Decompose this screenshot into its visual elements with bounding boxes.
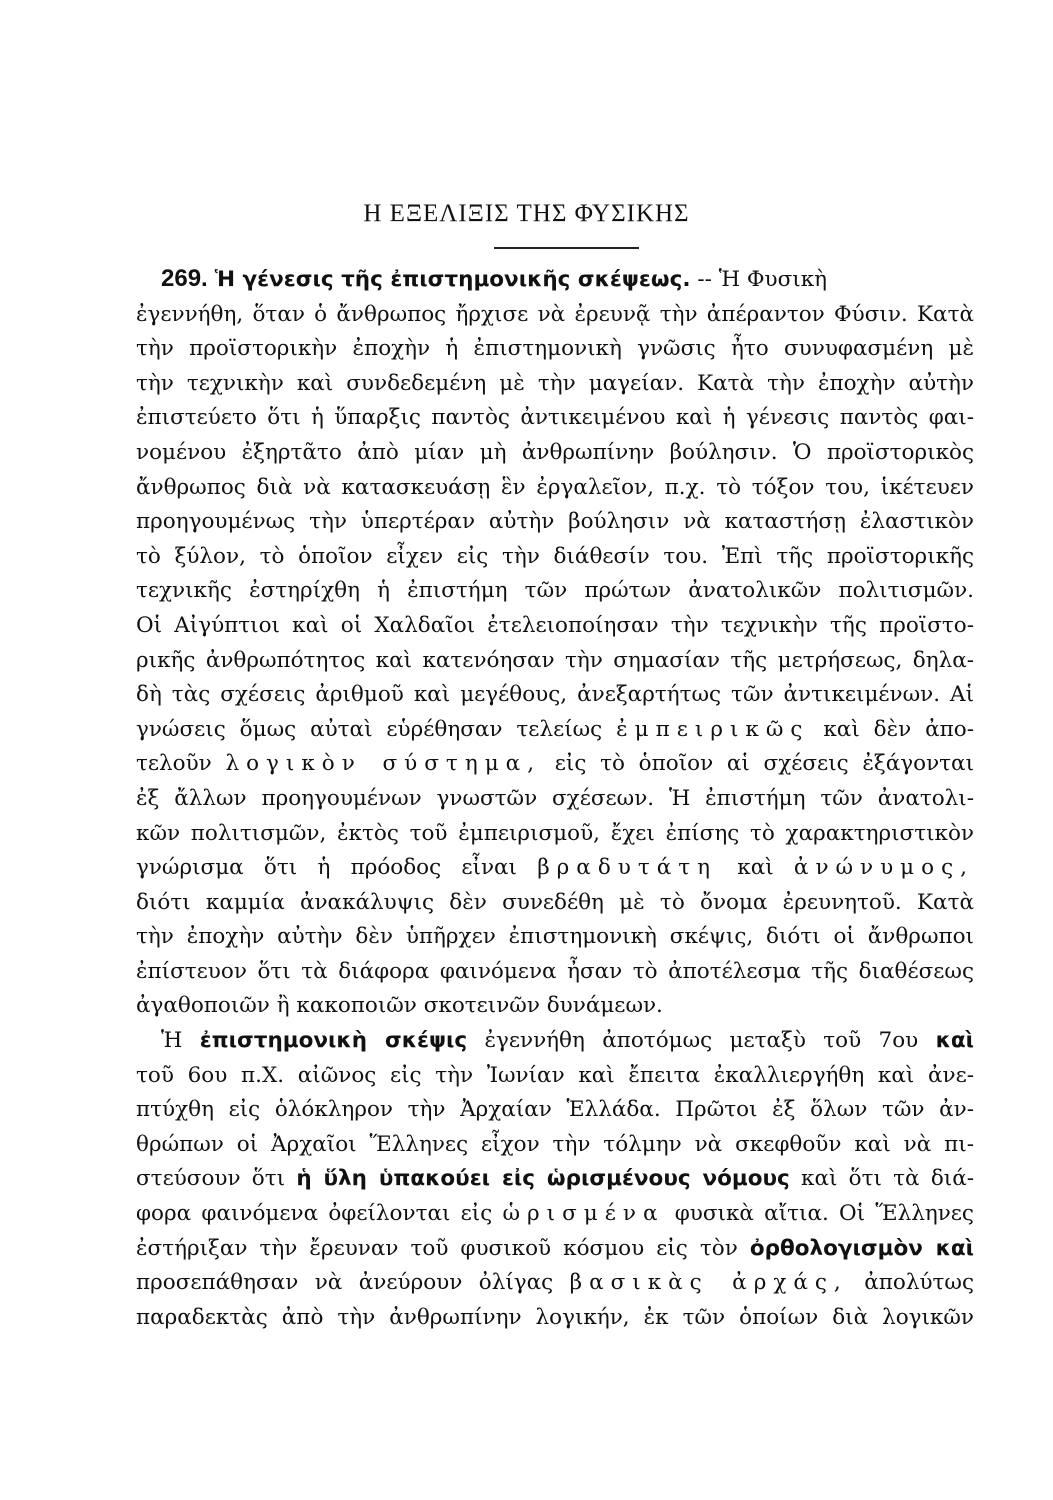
text-run: καὶ xyxy=(737,855,774,881)
text-run: καὶ ὅτι τὰ διά- xyxy=(801,1166,974,1192)
spaced-emphasis: λογικὸν σύστημα, xyxy=(225,751,542,777)
spaced-emphasis: ἐμπειρικῶς xyxy=(616,716,810,742)
bold-emphasis: καὶ xyxy=(935,1028,975,1054)
text-line xyxy=(136,1232,974,1267)
spaced-emphasis: ὡρισμένα xyxy=(502,1201,665,1227)
bold-emphasis: ὀρθολογισμὸν καὶ xyxy=(749,1235,974,1261)
text-line xyxy=(136,1266,974,1301)
text-run: γνώσεις ὅμως αὐταὶ εὑρέθησαν τελείως xyxy=(136,716,603,742)
text-line xyxy=(136,747,974,782)
paragraph-first-line xyxy=(136,1024,974,1059)
spaced-emphasis: βασικὰς ἀρχάς, xyxy=(569,1270,848,1296)
text-line xyxy=(136,1162,974,1197)
text-run: καὶ δὲν ἀπο- xyxy=(823,716,974,742)
text-line: τὴν τεχνικὴν καὶ συνδεδεμένη μὲ τὴν μαγείαν. Κατὰ τὴν ἐποχὴν αὐτὴν xyxy=(136,370,974,396)
section-heading: Ἡ γένεσις τῆς ἐπιστημονικῆς σκέψεως. xyxy=(214,267,691,292)
text-line: ἐγεννήθη, ὅταν ὁ ἄνθρωπος ἤρχισε νὰ ἐρευνᾷ τὴν ἀπέραντον Φύσιν. Κατὰ xyxy=(136,301,974,327)
text-run: φυσικὰ αἴτια. Οἱ Ἕλληνες xyxy=(674,1201,974,1227)
spaced-emphasis: βραδυτάτη xyxy=(537,855,718,881)
text-line: ρικῆς ἀνθρωπότητος καὶ κατενόησαν τὴν σημασίαν τῆς μετρήσεως, δηλα- xyxy=(136,647,974,673)
bold-emphasis: ἡ ὕλη ὑπακούει εἰς ὡρισμένους νόμους xyxy=(296,1166,790,1192)
text-run: τελοῦν xyxy=(136,751,212,777)
text-run: ἐστήριξαν τὴν ἔρευναν τοῦ φυσικοῦ κόσμου εἰς τὸν xyxy=(136,1235,738,1261)
text-line: θρώπων οἱ Ἀρχαῖοι Ἕλληνες εἶχον τὴν τόλμην νὰ σκεφθοῦν καὶ νὰ πι- xyxy=(136,1131,974,1157)
bold-emphasis: ἐπιστημονικὴ σκέψις xyxy=(199,1028,468,1054)
section-number: 269. xyxy=(161,265,208,292)
text-line: δὴ τὰς σχέσεις ἀριθμοῦ καὶ μεγέθους, ἀνεξαρτήτως τῶν ἀντικειμένων. Αἱ xyxy=(136,682,974,708)
running-head: Η ΕΞΕΛΙΞΙΣ ΤΗΣ ΦΥΣΙΚΗΣ xyxy=(363,200,690,227)
text-run: φορα φαινόμενα ὀφείλονται εἰς xyxy=(136,1201,493,1227)
text-line xyxy=(136,713,974,748)
text-line: Οἱ Αἰγύπτιοι καὶ οἱ Χαλδαῖοι ἐτελειοποίησαν τὴν τεχνικὴν τῆς προϊστο- xyxy=(136,612,974,638)
text-line: διότι καμμία ἀνακάλυψις δὲν συνεδέθη μὲ τὸ ὄνομα ἐρευνητοῦ. Κατὰ xyxy=(136,889,974,915)
heading-dash: -- xyxy=(697,267,712,292)
text-line: νομένου ἐξηρτᾶτο ἀπὸ μίαν μὴ ἀνθρωπίνην βούλησιν. Ὁ προϊστορικὸς xyxy=(136,439,974,465)
text-line xyxy=(136,1197,974,1232)
text-line: ἐπίστευον ὅτι τὰ διάφορα φαινόμενα ἦσαν τὸ ἀποτέλεσμα τῆς διαθέσεως xyxy=(136,958,974,984)
text-line: τὴν ἐποχὴν αὐτὴν δὲν ὑπῆρχεν ἐπιστημονικὴ σκέψις, διότι οἱ ἄνθρωποι xyxy=(136,924,974,950)
text-line: τὸ ξύλον, τὸ ὁποῖον εἶχεν εἰς τὴν διάθεσίν του. Ἐπὶ τῆς προϊστορικῆς xyxy=(136,543,974,569)
body-text xyxy=(136,262,974,1335)
text-line: πτύχθη εἰς ὁλόκληρον τὴν Ἀρχαίαν Ἑλλάδα. Πρῶτοι ἐξ ὅλων τῶν ἀν- xyxy=(136,1097,974,1123)
text-line xyxy=(136,851,974,886)
text-run: προσεπάθησαν νὰ ἀνεύρουν ὀλίγας xyxy=(136,1270,554,1296)
text-line: τεχνικῆς ἐστηρίχθη ἡ ἐπιστήμη τῶν πρώτων ἀνατολικῶν πολιτισμῶν. xyxy=(136,578,974,604)
text-line: ἐξ ἄλλων προηγουμένων γνωστῶν σχέσεων. Ἡ ἐπιστήμη τῶν ἀνατολι- xyxy=(136,785,974,811)
text-line: ἀγαθοποιῶν ἢ κακοποιῶν σκοτεινῶν δυνάμεων. xyxy=(136,993,663,1019)
text-line: τὴν προϊστορικὴν ἐποχὴν ἡ ἐπιστημονικὴ γνῶσις ἦτο συνυφασμένη μὲ xyxy=(136,336,974,362)
text-line: προηγουμένως τὴν ὑπερτέραν αὐτὴν βούλησιν νὰ καταστήσῃ ἐλαστικὸν xyxy=(136,509,974,535)
text-run: εἰς τὸ ὁποῖον αἱ σχέσεις ἐξάγονται xyxy=(554,751,974,777)
text-line: κῶν πολιτισμῶν, ἐκτὸς τοῦ ἐμπειρισμοῦ, ἔχει ἐπίσης τὸ χαρακτηριστικὸν xyxy=(136,820,974,846)
text-run: ἐγεννήθη ἀποτόμως μεταξὺ τοῦ 7ου xyxy=(484,1028,919,1054)
spaced-emphasis: ἀνώνυμος, xyxy=(793,855,974,881)
text-line: παραδεκτὰς ἀπὸ τὴν ἀνθρωπίνην λογικήν, ἐκ τῶν ὁποίων διὰ λογικῶν xyxy=(136,1304,974,1330)
section-heading-line xyxy=(136,262,974,298)
text-line: ἄνθρωπος διὰ νὰ κατασκευάσῃ ἓν ἐργαλεῖον, π.χ. τὸ τόξον του, ἱκέτευεν xyxy=(136,474,974,500)
text-line: ἐπιστεύετο ὅτι ἡ ὕπαρξις παντὸς ἀντικειμένου καὶ ἡ γένεσις παντὸς φαι- xyxy=(136,405,974,431)
text-run: Ἡ xyxy=(161,1028,183,1054)
text-run: ἀπολύτως xyxy=(864,1270,974,1296)
heading-line-tail: Ἡ Φυσικὴ xyxy=(718,267,828,292)
text-run: γνώρισμα ὅτι ἡ πρόοδος εἶναι xyxy=(136,855,517,881)
text-line: τοῦ 6ου π.Χ. αἰῶνος εἰς τὴν Ἰωνίαν καὶ ἔπειτα ἐκαλλιεργήθη καὶ ἀνε- xyxy=(136,1062,974,1088)
text-run: στεύσουν ὅτι xyxy=(136,1166,286,1192)
title-rule xyxy=(494,247,639,249)
